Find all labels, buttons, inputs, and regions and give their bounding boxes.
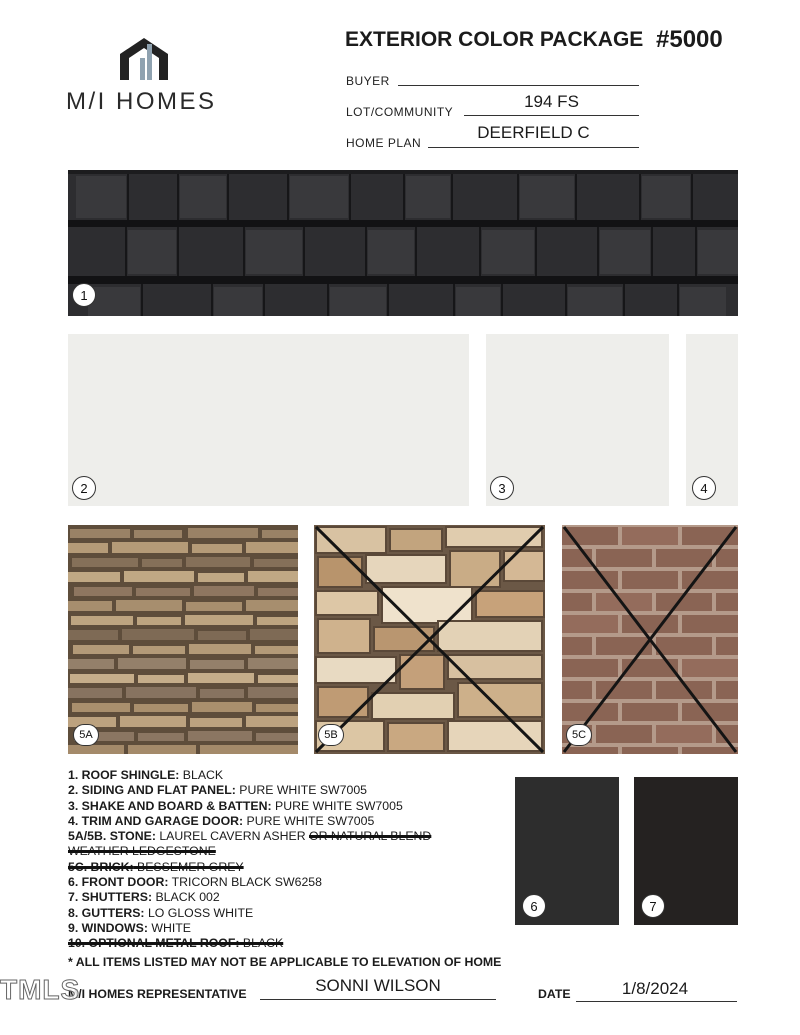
roof-shingle-swatch [68,170,738,316]
date-line [576,1001,737,1002]
shake-swatch [486,334,669,506]
spec-stone: 5A/5B. STONE: LAUREL CAVERN ASHER OR NATURAL BLEND [68,829,432,844]
buyer-line [398,85,639,86]
stone-5a-swatch [68,525,298,754]
spec-siding: 2. SIDING AND FLAT PANEL: PURE WHITE SW7005 [68,783,368,798]
swatch-number-5a: 5A [73,724,99,746]
swatch-number-3: 3 [490,476,514,500]
spec-windows: 9. WINDOWS: WHITE [68,920,191,935]
strike-cross-5b [314,525,545,754]
home-plan-line [428,147,639,148]
date-label: DATE [538,987,571,1001]
lot-community-line [464,115,639,116]
swatch-number-2: 2 [72,476,96,500]
stone-5b-swatch [314,525,545,754]
package-number: #5000 [656,26,723,53]
swatch-number-6: 6 [522,894,546,918]
spec-shake: 3. SHAKE AND BOARD & BATTEN: PURE WHITE SW7005 [68,798,403,813]
spec-trim: 4. TRIM AND GARAGE DOOR: PURE WHITE SW7005 [68,813,375,828]
spec-gutters: 8. GUTTERS: LO GLOSS WHITE [68,905,254,920]
mls-watermark: TMLS [0,974,81,1005]
spec-stone-cont: WEATHER LEDGESTONE [68,844,216,859]
spec-metal-roof: 10. OPTIONAL METAL ROOF: BLACK [68,936,284,951]
representative-name: SONNI WILSON [315,976,441,995]
spec-roof-shingle: 1. ROOF SHINGLE: BLACK [68,768,224,782]
swatch-number-4: 4 [692,476,716,500]
page-title: EXTERIOR COLOR PACKAGE [345,28,644,51]
buyer-label: BUYER [346,74,390,88]
siding-swatch [68,334,469,506]
spec-front-door: 6. FRONT DOOR: TRICORN BLACK SW6258 [68,875,322,890]
representative-line [260,999,496,1000]
shingle-texture [68,170,738,316]
lot-community-value: 194 FS [524,92,579,111]
swatch-number-1: 1 [72,283,96,307]
footnote: * ALL ITEMS LISTED MAY NOT BE APPLICABLE TO ELEVATION OF HOME [68,955,502,969]
home-plan-value: DEERFIELD C [477,123,590,142]
date-value: 1/8/2024 [621,979,689,998]
spec-brick: 5C. BRICK: BESSEMER GREY [68,859,244,874]
house-logo-icon [118,36,170,80]
brick-5c-swatch [562,525,738,754]
home-plan-label: HOME PLAN [346,136,422,150]
lot-community-label: LOT/COMMUNITY [346,105,454,119]
ledgestone-texture [68,525,298,754]
brand-logo-text: M/I HOMES [66,88,217,115]
swatch-number-5b: 5B [318,724,344,746]
spec-list [68,768,518,952]
strike-cross-5c [562,525,738,754]
spec-shutters: 7. SHUTTERS: BLACK 002 [68,890,220,905]
representative-label: M/I HOMES REPRESENTATIVE [68,987,247,1001]
swatch-number-7: 7 [641,894,665,918]
swatch-number-5c: 5C [566,724,592,746]
